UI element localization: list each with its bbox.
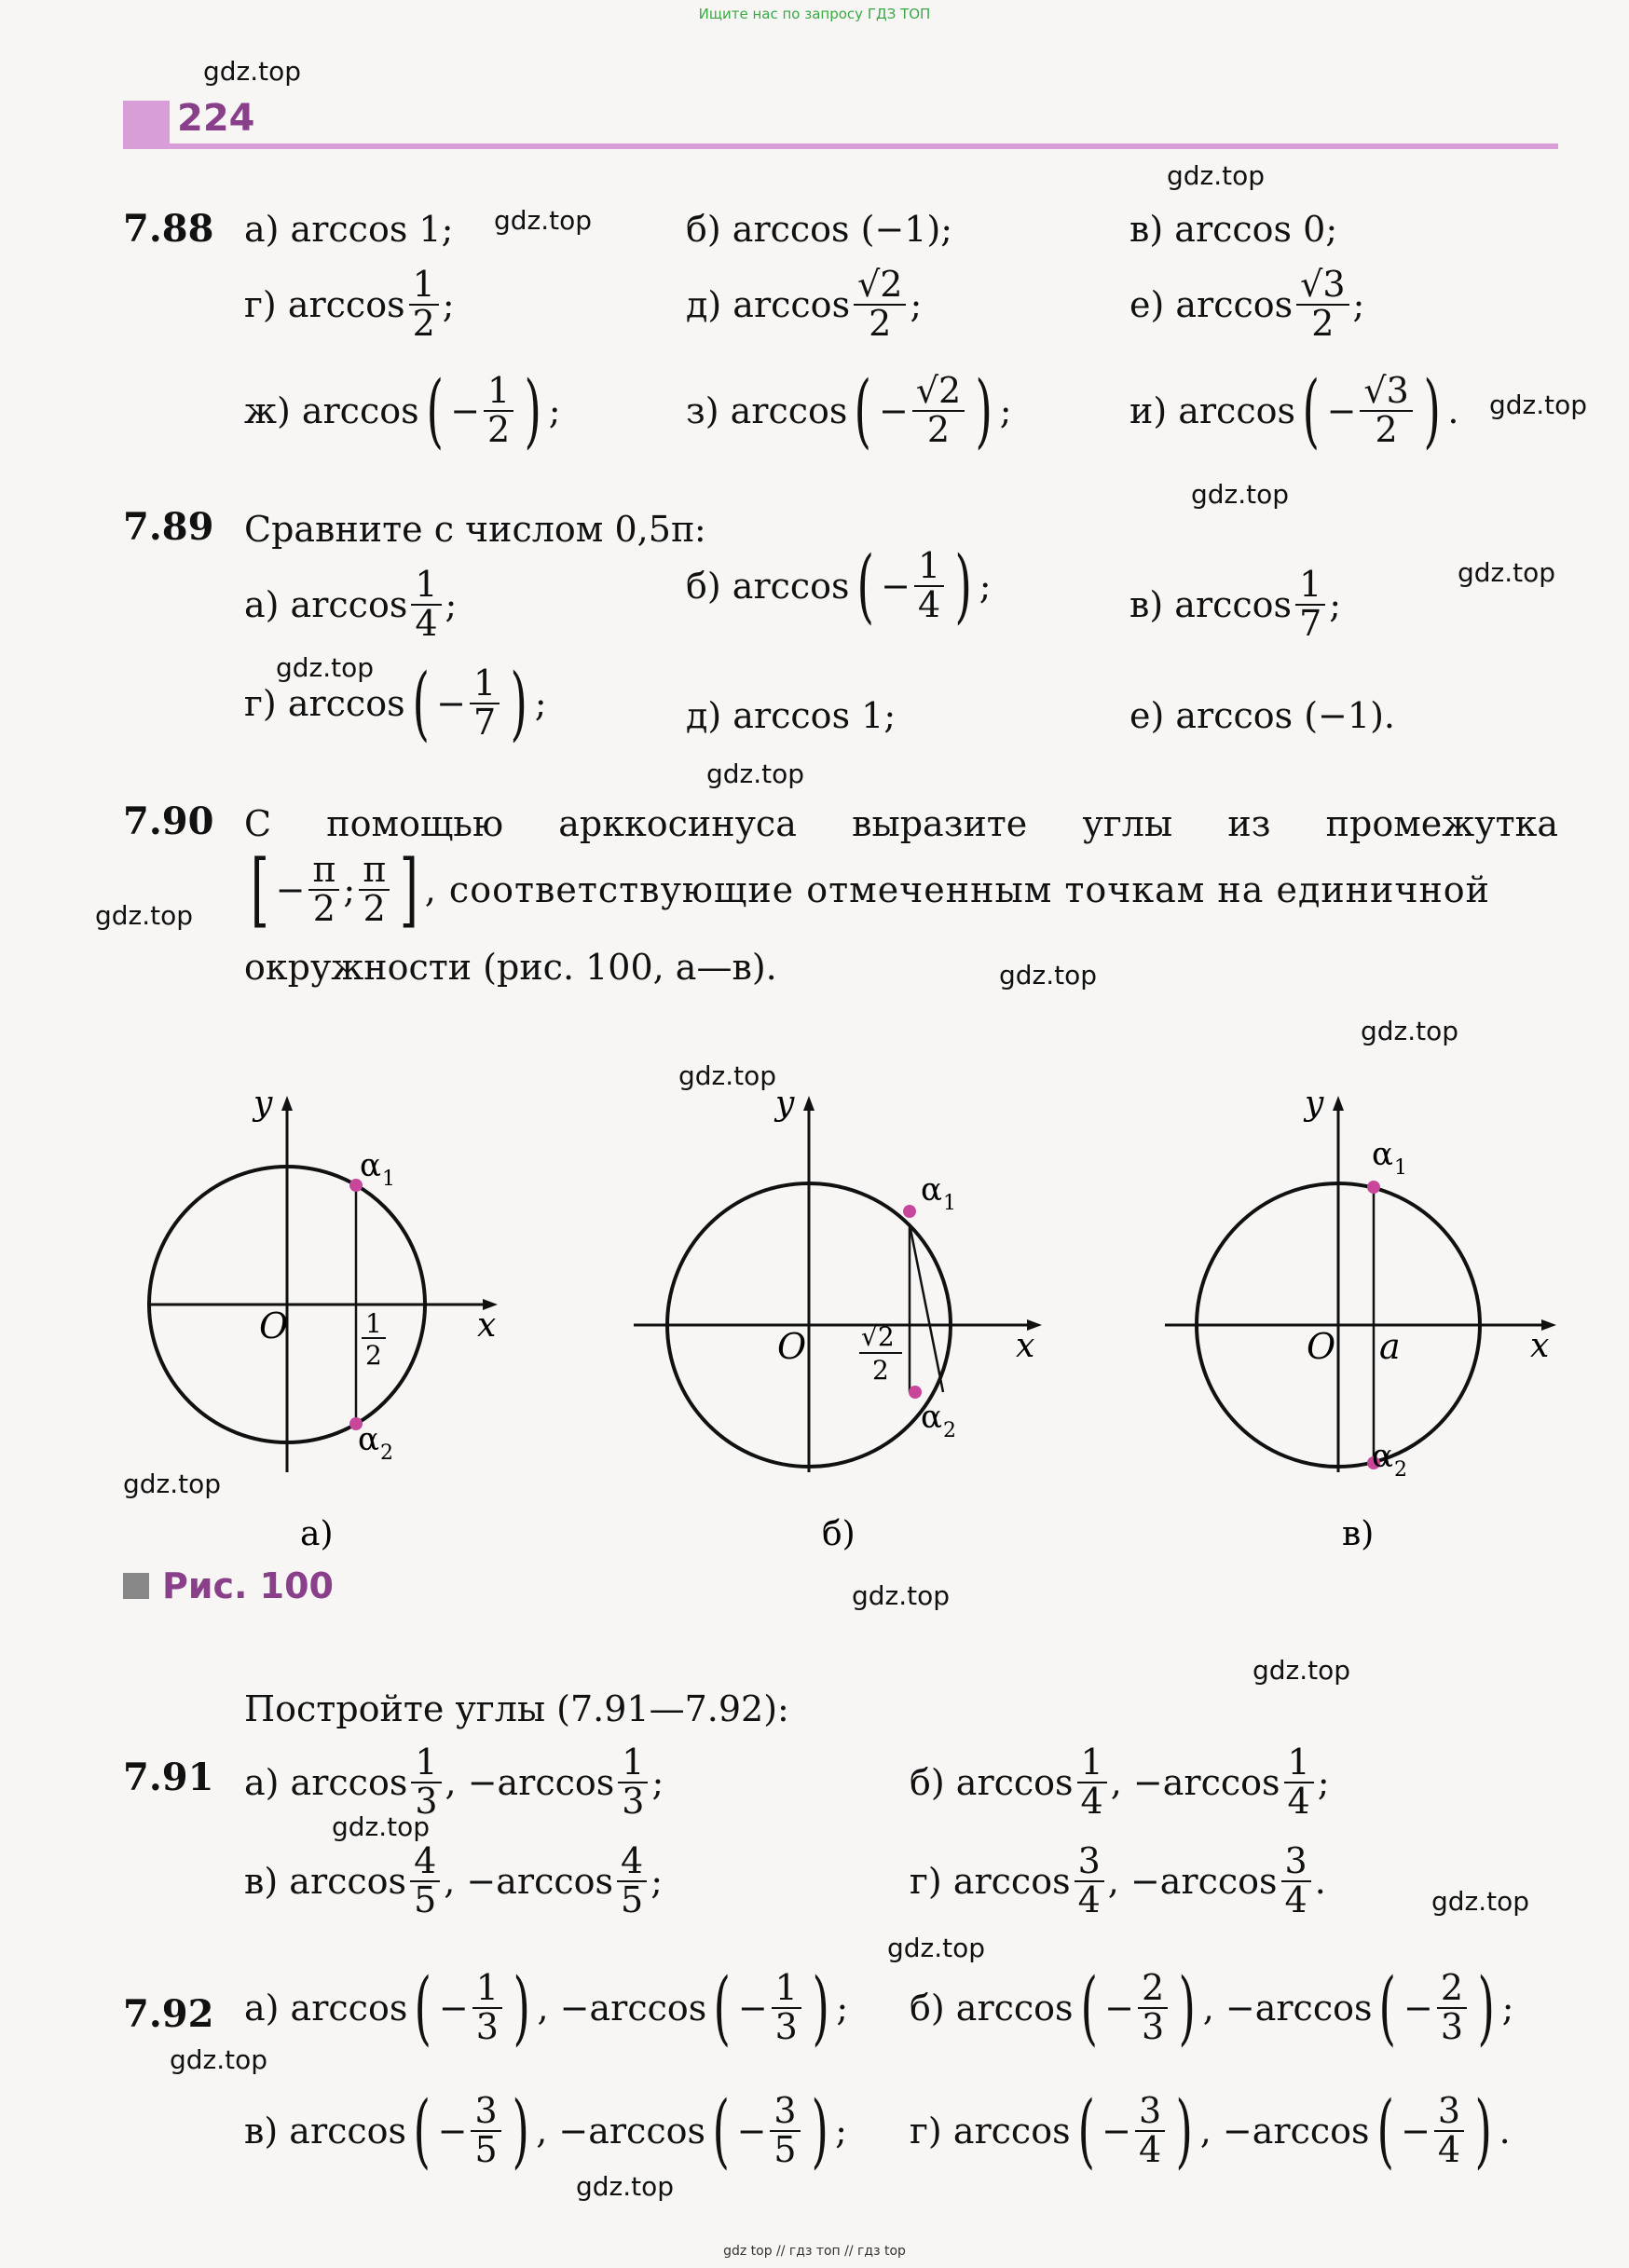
num: √2	[854, 266, 906, 306]
p790-line3: окружности (рис. 100, а—в).	[244, 947, 777, 988]
p789-g	[244, 657, 547, 750]
minus: −	[737, 1988, 768, 2029]
minus: −	[881, 566, 910, 607]
num: √3	[1360, 373, 1412, 412]
fraction	[1281, 1840, 1311, 1920]
fraction	[1295, 564, 1325, 644]
num: √2	[912, 373, 965, 412]
caption-a: а)	[300, 1515, 334, 1553]
den: 3	[475, 2006, 499, 2047]
alpha1-label: α	[1372, 1136, 1393, 1173]
num: 1	[772, 1970, 801, 2009]
minus: −	[1401, 2111, 1431, 2152]
neg-label: −arccos	[1129, 1860, 1278, 1902]
den: 5	[621, 1879, 644, 1920]
paren-open: (	[1302, 364, 1321, 458]
alpha2-sub: 2	[1394, 1458, 1407, 1482]
p790-line1: С помощью арккосинуса выразите углы из промежутка	[244, 803, 1558, 844]
p791-v	[244, 1840, 664, 1920]
minus: −	[437, 2111, 468, 2152]
watermark: gdz.top	[887, 1933, 986, 1963]
paren-open: (	[414, 1961, 432, 2055]
num: 1	[411, 567, 441, 606]
num: 1	[484, 373, 513, 412]
label: б) arccos	[910, 1761, 1074, 1803]
figure-100	[121, 1072, 1575, 1575]
y-label: y	[1305, 1085, 1324, 1123]
label: е) arccos	[1129, 283, 1294, 325]
fraction	[1437, 1967, 1467, 2047]
num: 1	[914, 548, 944, 587]
half-num: 1	[365, 1308, 382, 1339]
neg-label: −arccos	[1132, 1761, 1280, 1803]
num: 3	[471, 2093, 500, 2132]
arrow-icon	[1333, 1096, 1344, 1111]
fraction	[1135, 2090, 1165, 2170]
watermark: gdz.top	[999, 960, 1098, 991]
num: 1	[1284, 1744, 1314, 1783]
paren-close: )	[954, 540, 973, 633]
p788-b: б) arccos (−1);	[686, 209, 953, 250]
num: 4	[410, 1843, 440, 1882]
num: 1	[470, 665, 500, 704]
fraction	[1075, 1840, 1104, 1920]
den: 3	[1141, 2006, 1165, 2047]
watermark: gdz.top	[332, 1811, 431, 1842]
label: г) arccos	[910, 2111, 1071, 2152]
label: а) arccos	[244, 1761, 408, 1803]
label: г) arccos	[910, 1860, 1071, 1902]
p791-a	[244, 1744, 664, 1821]
den: 3	[1440, 2006, 1464, 2047]
semicolon: ;	[442, 283, 455, 325]
den: 3	[774, 2006, 798, 2047]
alpha1-sub: 1	[382, 1168, 395, 1191]
figure-a	[149, 1085, 498, 1553]
den: 3	[622, 1780, 645, 1822]
semicolon: ;	[835, 2111, 847, 2152]
p788-e	[1129, 266, 1364, 343]
minus: −	[878, 390, 909, 431]
p788-i	[1129, 364, 1459, 458]
p789-d: д) arccos 1;	[686, 695, 897, 736]
p788-v: в) arccos 0;	[1129, 209, 1338, 250]
watermark: gdz.top	[852, 1580, 951, 1611]
paren-close: )	[1477, 1961, 1496, 2055]
fraction	[472, 1967, 502, 2047]
fraction	[1360, 370, 1412, 450]
label: б) arccos	[686, 566, 850, 607]
half-den: 2	[365, 1340, 382, 1371]
watermark: gdz.top	[1431, 1886, 1530, 1917]
watermark: gdz.top	[706, 758, 805, 789]
problem-number-7-88: 7.88	[123, 207, 214, 251]
problem-number-7-89: 7.89	[123, 505, 214, 549]
sqrt2-num: √2	[861, 1321, 895, 1352]
semicolon: ;	[836, 1988, 849, 2029]
fraction	[854, 266, 906, 343]
fraction	[618, 1744, 648, 1821]
p790-line2	[244, 843, 1490, 936]
den: 5	[474, 2129, 498, 2170]
paren-close: )	[811, 2084, 828, 2178]
alpha1-sub: 1	[1394, 1156, 1407, 1180]
num: 1	[472, 1970, 502, 2009]
semicolon: ;	[910, 283, 923, 325]
paren-open: (	[426, 364, 444, 458]
den: 2	[1311, 302, 1335, 344]
den: 4	[1077, 1879, 1101, 1920]
num: 3	[1434, 2093, 1464, 2132]
semicolon: ;	[534, 683, 547, 724]
neg-label: −arccos	[1222, 2111, 1370, 2152]
header-rule	[123, 143, 1558, 149]
den: 4	[1284, 1879, 1307, 1920]
point-alpha1	[1367, 1181, 1380, 1194]
p788-z	[686, 364, 1012, 458]
bracket-open: [	[250, 843, 269, 936]
fraction	[1077, 1744, 1107, 1821]
den: 5	[414, 1879, 437, 1920]
minus: −	[1104, 1988, 1134, 2029]
y-label: y	[253, 1085, 273, 1123]
problem-number-7-90: 7.90	[123, 799, 214, 843]
minus: −	[436, 683, 466, 724]
num: 2	[1437, 1970, 1467, 2009]
watermark: gdz.top	[678, 1060, 777, 1091]
comma: ,	[536, 2111, 559, 2152]
neg-label: −arccos	[559, 1988, 707, 2029]
minus: −	[450, 390, 481, 431]
p792-g	[910, 2084, 1511, 2178]
p789-a	[244, 564, 458, 644]
p792-a	[244, 1961, 849, 2055]
label: и) arccos	[1129, 390, 1295, 431]
fraction	[411, 1744, 441, 1821]
p788-a: а) arccos 1;	[244, 209, 454, 250]
fraction	[359, 849, 390, 929]
problem-number-7-92: 7.92	[123, 1992, 214, 2036]
p788-d	[686, 266, 922, 343]
den: 7	[1299, 602, 1322, 644]
den: 2	[412, 302, 435, 344]
origin-label: O	[1307, 1326, 1336, 1367]
comma: ,	[537, 1988, 560, 2029]
fraction	[409, 266, 439, 343]
alpha2-sub: 2	[380, 1441, 393, 1465]
comma: ,	[1110, 1761, 1133, 1803]
paren-close: )	[1474, 2084, 1493, 2178]
watermark: gdz.top	[170, 2044, 268, 2075]
watermark: gdz.top	[1458, 557, 1556, 588]
semicolon: ;	[1352, 283, 1365, 325]
paren-open: (	[856, 540, 874, 633]
watermark: gdz.top	[1489, 389, 1588, 420]
alpha2-sub: 2	[943, 1419, 956, 1442]
paren-close: )	[510, 657, 528, 750]
page-header	[123, 97, 1558, 147]
semicolon: ;	[445, 583, 458, 625]
top-banner: Ищите нас по запросу ГДЗ ТОП	[698, 6, 931, 22]
den: 4	[917, 584, 941, 625]
caption-v: в)	[1342, 1515, 1375, 1553]
paren-close: )	[524, 364, 542, 458]
semicolon: ;	[1329, 583, 1342, 625]
paren-close: )	[812, 1961, 829, 2055]
text: , соответствующие отмеченным точкам на единичной	[424, 869, 1490, 910]
num: 3	[1075, 1843, 1104, 1882]
minus: −	[736, 2111, 767, 2152]
origin-label: O	[777, 1326, 807, 1367]
fraction	[1296, 266, 1348, 343]
watermark: gdz.top	[95, 900, 194, 931]
label: б) arccos	[910, 1988, 1074, 2029]
fraction	[470, 665, 500, 742]
den: 2	[1375, 409, 1398, 450]
den: 5	[773, 2129, 797, 2170]
minus: −	[438, 1988, 469, 2029]
alpha1-label: α	[360, 1147, 381, 1184]
den: 2	[487, 409, 511, 450]
arrow-icon	[281, 1096, 293, 1111]
den: 4	[415, 602, 438, 644]
p788-g	[244, 266, 455, 343]
paren-open: (	[413, 2084, 431, 2178]
label: а) arccos	[244, 1988, 408, 2029]
num: 3	[1135, 2093, 1165, 2132]
num: 1	[411, 1744, 441, 1783]
comma: ,	[444, 1860, 467, 1902]
minus: −	[275, 869, 306, 910]
semicolon: ;	[548, 390, 561, 431]
den: 2	[363, 888, 386, 929]
fraction	[1434, 2090, 1464, 2170]
semicolon: ;	[999, 390, 1012, 431]
paren-close: )	[512, 2084, 529, 2178]
label: в) arccos	[244, 2111, 407, 2152]
paren-close: )	[1175, 2084, 1194, 2178]
paren-open: (	[1080, 1961, 1098, 2055]
caption-text: Рис. 100	[162, 1565, 334, 1606]
period: .	[1314, 1860, 1326, 1902]
semicolon: ;	[979, 566, 992, 607]
p789-title: Сравните с числом 0,5π:	[244, 509, 706, 550]
caption-square	[123, 1573, 149, 1599]
num: 3	[770, 2093, 800, 2132]
label: в) arccos	[1129, 583, 1293, 625]
label: г) arccos	[244, 683, 405, 724]
label: а) arccos	[244, 583, 408, 625]
label: ж) arccos	[244, 390, 419, 431]
paren-open: (	[712, 2084, 731, 2178]
origin-label: O	[259, 1305, 289, 1346]
num: 1	[1077, 1744, 1107, 1783]
label: з) arccos	[686, 390, 848, 431]
figure-v	[1165, 1085, 1556, 1553]
fraction	[410, 1840, 440, 1920]
paren-open: (	[1376, 2084, 1394, 2178]
minus: −	[1102, 2111, 1131, 2152]
neg-label: −arccos	[466, 1860, 614, 1902]
fraction	[772, 1967, 801, 2047]
label: в) arccos	[244, 1860, 407, 1902]
neg-label: −arccos	[467, 1761, 615, 1803]
den: 4	[1080, 1780, 1103, 1822]
watermark: gdz.top	[123, 1469, 222, 1499]
neg-label: −arccos	[558, 2111, 705, 2152]
paren-close: )	[1178, 1961, 1197, 2055]
footer: gdz top // гдз топ // гдз top	[723, 2244, 906, 2259]
semicolon: ;	[651, 1761, 664, 1803]
minus: −	[1403, 1988, 1433, 2029]
fraction	[914, 545, 944, 625]
semicolon: ;	[1501, 1988, 1514, 2029]
den: 7	[472, 702, 497, 743]
num: 3	[1281, 1843, 1311, 1882]
paren-close: )	[975, 364, 993, 458]
p792-b	[910, 1961, 1514, 2055]
fraction	[617, 1840, 647, 1920]
alpha1-label: α	[921, 1171, 942, 1209]
label: г) arccos	[244, 283, 405, 325]
fraction	[1138, 1967, 1168, 2047]
comma: ,	[1199, 2111, 1223, 2152]
watermark: gdz.top	[1361, 1016, 1459, 1046]
semicolon: ;	[1317, 1761, 1330, 1803]
den: 3	[415, 1780, 438, 1822]
fraction	[912, 370, 965, 450]
paren-open: (	[1077, 2084, 1095, 2178]
arrow-icon	[803, 1096, 814, 1111]
problem-number-7-91: 7.91	[123, 1756, 214, 1799]
p788-zh	[244, 364, 561, 458]
page-number: 224	[177, 97, 255, 140]
paren-open: (	[1379, 1961, 1397, 2055]
watermark: gdz.top	[276, 652, 375, 683]
bracket-close: ]	[399, 843, 419, 936]
minus: −	[1326, 390, 1357, 431]
p792-v	[244, 2084, 847, 2178]
figure-b	[634, 1085, 1042, 1553]
header-square	[123, 101, 170, 143]
alpha2-label: α	[1372, 1438, 1393, 1475]
den: 2	[312, 888, 335, 929]
fraction	[308, 849, 339, 929]
paren-open: (	[854, 364, 872, 458]
label: д) arccos	[686, 283, 851, 325]
point-alpha1	[903, 1205, 916, 1218]
build-heading: Постройте углы (7.91—7.92):	[244, 1688, 789, 1729]
den: 4	[1437, 2129, 1461, 2170]
alpha2-label: α	[921, 1399, 942, 1436]
den: 2	[869, 302, 892, 344]
num: 1	[618, 1744, 648, 1783]
paren-close: )	[1423, 364, 1441, 458]
x-label: x	[1530, 1327, 1550, 1365]
paren-close: )	[513, 1961, 530, 2055]
neg-label: −arccos	[1225, 1988, 1373, 2029]
fraction	[411, 564, 441, 644]
watermark: gdz.top	[203, 56, 302, 87]
paren-open: (	[412, 657, 430, 750]
semicolon: ;	[343, 869, 356, 910]
num: π	[308, 852, 339, 891]
point-alpha2	[909, 1386, 922, 1399]
watermark: gdz.top	[494, 205, 593, 236]
alpha2-label: α	[358, 1421, 379, 1458]
alpha1-sub: 1	[943, 1192, 956, 1215]
sqrt2-den: 2	[872, 1355, 889, 1386]
num: 1	[1295, 567, 1325, 606]
period: .	[1499, 2111, 1511, 2152]
semicolon: ;	[650, 1860, 664, 1902]
caption-b: б)	[822, 1515, 856, 1553]
chord	[910, 1224, 943, 1392]
num: 4	[617, 1843, 647, 1882]
figure-caption	[123, 1565, 334, 1606]
fraction	[471, 2090, 500, 2170]
watermark: gdz.top	[1253, 1655, 1351, 1686]
p789-b	[686, 540, 992, 633]
comma: ,	[1202, 1988, 1225, 2029]
num: 2	[1138, 1970, 1168, 2009]
p791-b	[910, 1744, 1330, 1821]
x-label: x	[1016, 1327, 1035, 1365]
p789-v	[1129, 564, 1342, 644]
fraction	[484, 370, 513, 450]
period: .	[1447, 390, 1459, 431]
fraction	[770, 2090, 800, 2170]
comma: ,	[1107, 1860, 1130, 1902]
num: 1	[409, 266, 439, 306]
p791-g	[910, 1840, 1326, 1920]
den: 4	[1138, 2129, 1162, 2170]
p789-e: е) arccos (−1).	[1129, 695, 1395, 736]
y-label: y	[775, 1085, 795, 1123]
fraction	[1284, 1744, 1314, 1821]
watermark: gdz.top	[1191, 479, 1290, 510]
den: 4	[1287, 1780, 1310, 1822]
paren-open: (	[713, 1961, 732, 2055]
watermark: gdz.top	[576, 2171, 675, 2202]
x-label: x	[477, 1306, 497, 1345]
den: 2	[926, 409, 951, 450]
num: √3	[1296, 266, 1348, 306]
num: π	[359, 852, 390, 891]
watermark: gdz.top	[1167, 160, 1266, 191]
a-label: a	[1379, 1326, 1401, 1367]
comma: ,	[445, 1761, 468, 1803]
